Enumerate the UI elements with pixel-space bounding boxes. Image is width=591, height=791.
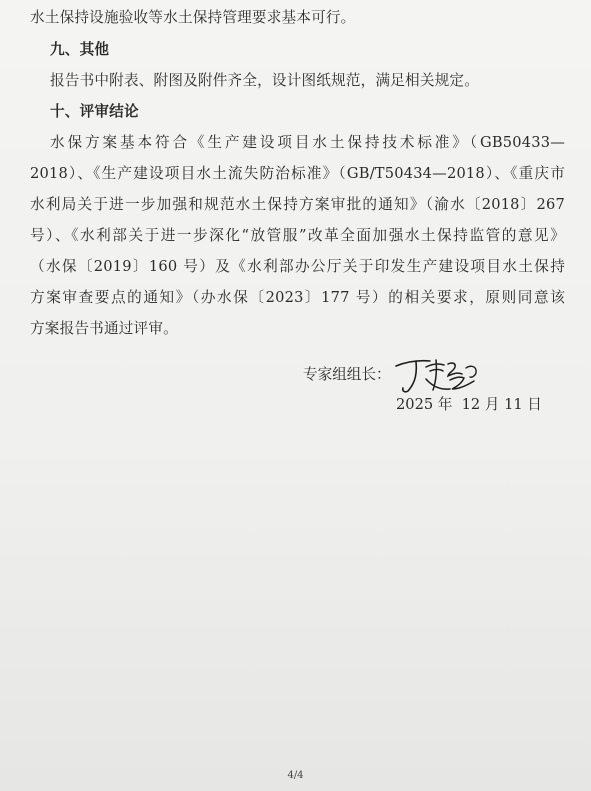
conclusion-line: 方案审查要点的通知》（办水保〔2023〕177 号）的相关要求，原则同意该 [30, 289, 565, 306]
page-number: 4/4 [287, 770, 304, 781]
section-nine-heading: 九、其他 [50, 41, 110, 58]
conclusion-line: （水保〔2019〕160 号）及《水利部办公厅关于印发生产建设项目水土保持 [30, 258, 565, 275]
handwritten-signature [392, 352, 484, 396]
signature-date: 2025 年 12 月 11 日 [396, 396, 542, 413]
conclusion-line: 号）、《水利部关于进一步深化“放管服”改革全面加强水土保持监管的意见》 [30, 227, 565, 244]
continued-text-line: 水土保持设施验收等水土保持管理要求基本可行。 [30, 9, 356, 26]
section-ten-heading: 十、评审结论 [50, 103, 139, 120]
conclusion-line: 水保方案基本符合《生产建设项目水土保持技术标准》（GB50433— [50, 134, 565, 151]
conclusion-line: 方案报告书通过评审。 [30, 320, 178, 337]
conclusion-line: 2018）、《生产建设项目水土流失防治标准》（GB/T50434—2018）、《重庆市 [30, 165, 565, 182]
conclusion-line: 水利局关于进一步加强和规范水土保持方案审批的通知》（渝水〔2018〕267 [30, 196, 565, 213]
section-nine-text: 报告书中附表、附图及附件齐全，设计图纸规范，满足相关规定。 [50, 72, 480, 89]
expert-leader-label: 专家组组长： [303, 366, 391, 383]
